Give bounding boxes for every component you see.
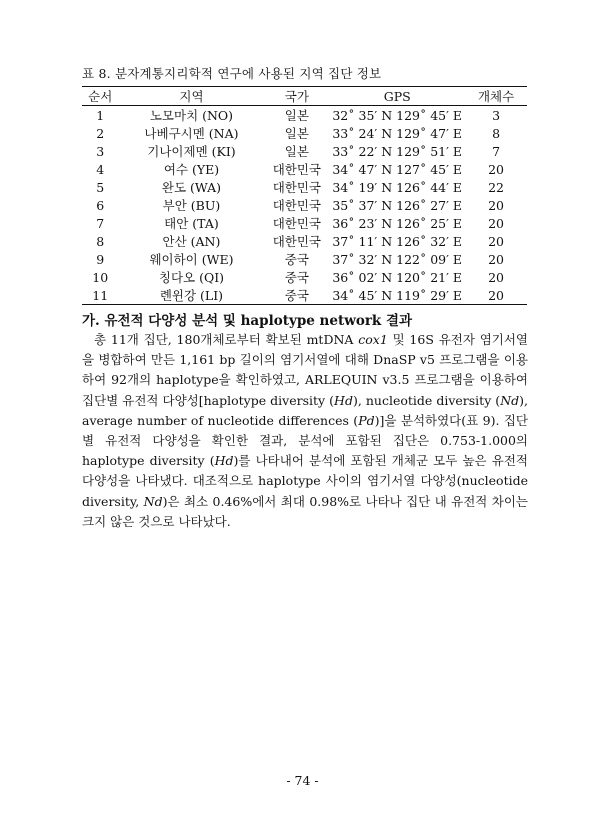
table-row xyxy=(82,124,527,142)
cell-gps: 33˚ 24′ N 129˚ 47′ E xyxy=(332,125,463,141)
cell-region: 완도 (WA) xyxy=(161,180,222,195)
cell-gps: 35˚ 37′ N 126˚ 27′ E xyxy=(332,197,463,213)
cell-gps: 36˚ 23′ N 126˚ 25′ E xyxy=(332,215,463,231)
population-table xyxy=(82,86,527,305)
table-row xyxy=(82,250,527,268)
cell-no: 8 xyxy=(96,233,105,249)
cell-gps: 33˚ 22′ N 129˚ 51′ E xyxy=(332,143,463,159)
hd-symbol: Hd xyxy=(334,392,353,408)
cell-no: 2 xyxy=(96,125,105,141)
cell-region: 안산 (AN) xyxy=(162,234,221,249)
cell-count: 20 xyxy=(488,197,505,213)
cell-no: 11 xyxy=(92,287,109,303)
table-row xyxy=(82,142,527,160)
text-run: )은 최소 0.46%에서 최대 0.98%로 나타나 집단 내 유전적 차이는 크지 않은 것으로 나타났다. xyxy=(82,493,529,529)
cell-region: 롄윈강 (LI) xyxy=(159,288,224,303)
header-no: 순서 xyxy=(88,89,113,104)
cell-count: 20 xyxy=(488,161,505,177)
cell-count: 20 xyxy=(488,215,505,231)
page-number: - 74 - xyxy=(286,773,319,788)
cell-country: 대한민국 xyxy=(272,180,322,195)
cell-region: 태안 (TA) xyxy=(164,216,219,231)
cell-gps: 36˚ 02′ N 120˚ 21′ E xyxy=(332,269,463,285)
text-run: 및 16S 유전자 염기서열을 병합하여 만든 1,161 bp 길이의 염기서열에 대해 DnaSP v5 프로그램을 이용하여 92개의 haplotype을 확인하였고, ARLEQUIN v3.5 프로그램을 이용하여 집단별 유전적 다양성[haplotype diversity ( xyxy=(82,332,529,408)
cell-region: 여수 (YE) xyxy=(163,162,220,177)
cell-country: 일본 xyxy=(284,144,309,159)
gene-name: cox1 xyxy=(358,332,388,347)
cell-no: 7 xyxy=(96,215,105,231)
table-row xyxy=(82,286,527,305)
cell-gps: 34˚ 45′ N 119˚ 29′ E xyxy=(332,287,463,303)
header-region: 지역 xyxy=(179,89,204,104)
text-run: ), nucleotide diversity ( xyxy=(352,392,501,408)
text-run: )를 나타내어 분석에 포함된 개체군 모두 높은 유전적 다양성을 나타냈다. 대조적으로 haplotype 사이의 염기서열 다양성(nucleotide diversity, xyxy=(82,453,528,509)
text-run: )]을 분석하였다(표 9). 집단별 유전적 다양성을 확인한 결과, 분석에 포함된 집단은 0.753-1.000의 haplotype diversity ( xyxy=(82,412,528,469)
cell-no: 4 xyxy=(96,161,105,177)
table-header-row xyxy=(82,87,527,106)
cell-region: 부안 (BU) xyxy=(162,198,221,213)
text-run: 총 11개 집단, 180개체로부터 확보된 mtDNA xyxy=(94,332,359,347)
table-row xyxy=(82,106,527,125)
cell-country: 대한민국 xyxy=(272,234,322,249)
cell-count: 22 xyxy=(488,179,505,195)
cell-gps: 32˚ 35′ N 129˚ 45′ E xyxy=(332,107,463,123)
cell-country: 중국 xyxy=(284,252,309,267)
cell-country: 대한민국 xyxy=(272,162,322,177)
cell-country: 일본 xyxy=(284,108,309,123)
cell-region: 나베구시멘 (NA) xyxy=(144,126,239,141)
text-run: ), average number of nucleotide differences ( xyxy=(82,392,528,428)
cell-gps: 34˚ 19′ N 126˚ 44′ E xyxy=(332,179,463,195)
nd-symbol: Nd xyxy=(500,392,520,408)
cell-count: 7 xyxy=(492,143,501,159)
cell-no: 5 xyxy=(96,179,105,195)
cell-gps: 37˚ 11′ N 126˚ 32′ E xyxy=(332,233,463,249)
cell-count: 8 xyxy=(492,125,501,141)
cell-gps: 37˚ 32′ N 122˚ 09′ E xyxy=(332,251,463,267)
table-row xyxy=(82,232,527,250)
cell-region: 칭다오 (QI) xyxy=(158,270,225,285)
cell-country: 중국 xyxy=(284,270,309,285)
cell-count: 3 xyxy=(492,107,501,123)
table-row xyxy=(82,160,527,178)
hd-symbol: Hd xyxy=(214,453,234,469)
cell-no: 1 xyxy=(96,107,105,123)
body-paragraph xyxy=(82,330,528,532)
header-count: 개체수 xyxy=(477,89,515,104)
pd-symbol: Pd xyxy=(358,412,375,428)
header-country: 국가 xyxy=(284,89,309,104)
cell-no: 3 xyxy=(96,143,105,159)
cell-region: 웨이하이 (WE) xyxy=(149,252,234,267)
cell-gps: 34˚ 47′ N 127˚ 45′ E xyxy=(332,161,463,177)
section-heading: 가. 유전적 다양성 분석 및 haplotype network 결과 xyxy=(82,313,413,329)
cell-country: 중국 xyxy=(284,288,309,303)
table-caption: 표 8. 분자계통지리학적 연구에 사용된 지역 집단 정보 xyxy=(82,66,382,81)
cell-country: 대한민국 xyxy=(272,198,322,213)
cell-no: 10 xyxy=(92,269,109,285)
cell-country: 대한민국 xyxy=(272,216,322,231)
cell-region: 노모마치 (NO) xyxy=(149,108,234,123)
cell-count: 20 xyxy=(488,233,505,249)
table-row xyxy=(82,178,527,196)
table-row xyxy=(82,214,527,232)
cell-country: 일본 xyxy=(284,126,309,141)
cell-count: 20 xyxy=(488,251,505,267)
cell-count: 20 xyxy=(488,269,505,285)
header-gps: GPS xyxy=(383,88,411,104)
table-row xyxy=(82,268,527,286)
cell-no: 6 xyxy=(96,197,105,213)
nd-symbol: Nd xyxy=(143,493,163,509)
cell-count: 20 xyxy=(488,287,505,303)
cell-no: 9 xyxy=(96,251,105,267)
cell-region: 기나이제멘 (KI) xyxy=(147,144,236,159)
table-row xyxy=(82,196,527,214)
